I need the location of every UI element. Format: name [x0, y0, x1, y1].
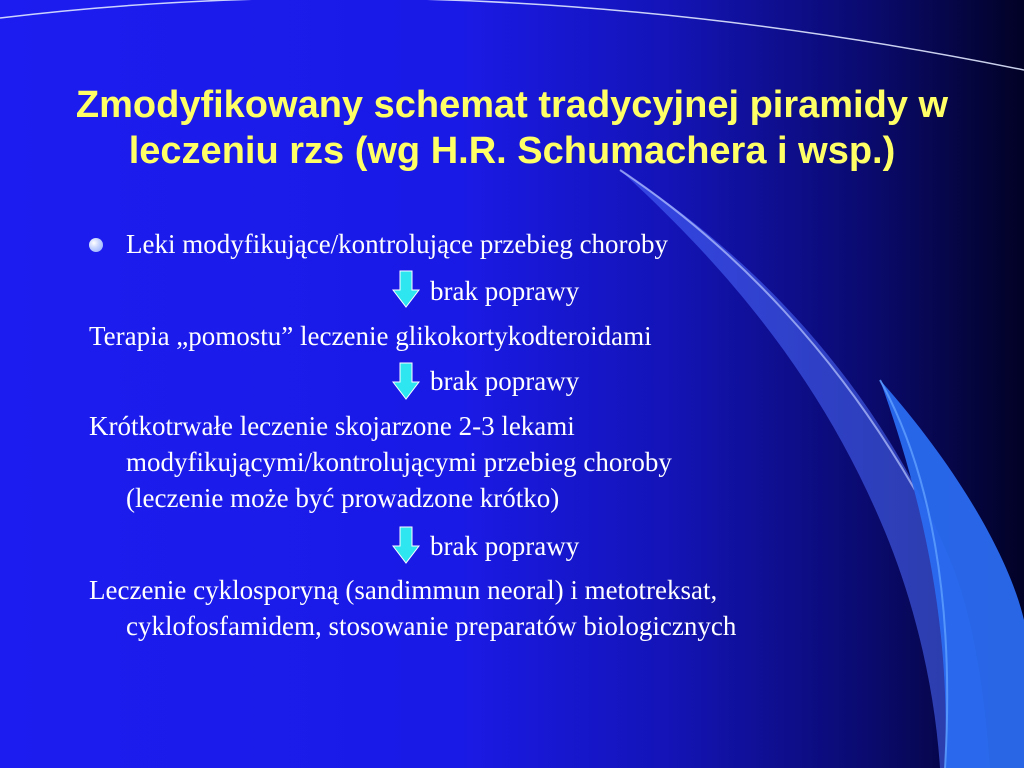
item-3-line-3: (leczenie może być prowadzone krótko)	[126, 483, 560, 513]
item-2: Terapia „pomostu” leczenie glikokortykodteroidami	[89, 321, 652, 351]
down-arrow-icon	[392, 362, 420, 400]
item-3-line-2: modyfikującymi/kontrolującymi przebieg choroby	[126, 447, 672, 477]
down-arrow-icon	[392, 526, 420, 564]
item-3-line-1: Krótkotrwałe leczenie skojarzone 2-3 lekami	[89, 411, 575, 441]
item-1: Leki modyfikujące/kontrolujące przebieg choroby	[126, 229, 669, 259]
down-arrow-icon	[392, 270, 420, 308]
step-1-label: brak poprawy	[430, 276, 580, 306]
step-3-label: brak poprawy	[430, 531, 580, 561]
title-line-1: Zmodyfikowany schemat tradycyjnej piramidy w	[75, 84, 949, 126]
item-4-line-2: cyklofosfamidem, stosowanie preparatów biologicznych	[126, 611, 737, 641]
item-4-line-1: Leczenie cyklosporyną (sandimmun neoral) i metotreksat,	[89, 575, 718, 605]
title-line-2: leczeniu rzs (wg H.R. Schumachera i wsp.)	[128, 130, 896, 172]
round-bullet-icon	[89, 238, 103, 252]
step-2-label: brak poprawy	[430, 366, 580, 396]
